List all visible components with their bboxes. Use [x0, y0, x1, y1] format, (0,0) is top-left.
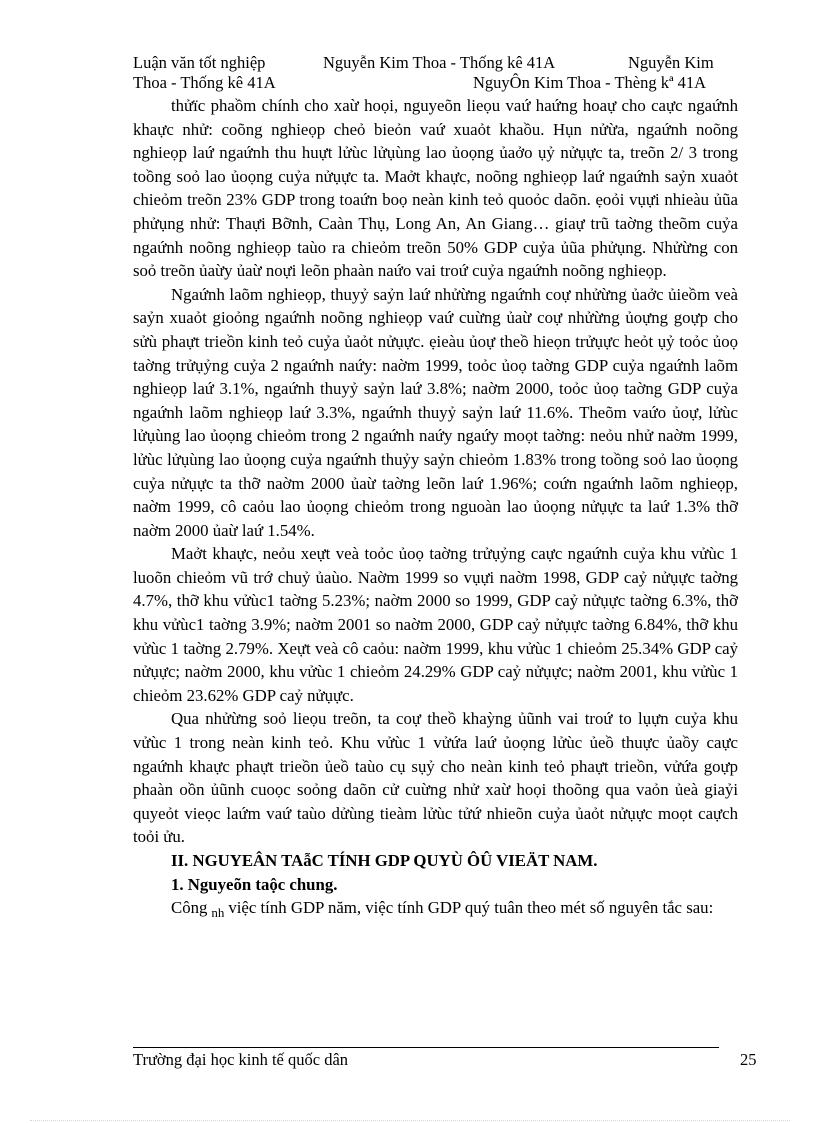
last-paragraph-rest: việc tính GDP năm, việc tính GDP quý tuân theo mét số nguyên tắc sau:	[228, 898, 714, 918]
header-author-label-tail: Thoa - Thống kê 41A	[133, 73, 276, 92]
last-paragraph-start: Công	[171, 898, 208, 918]
footer-divider	[133, 1047, 719, 1048]
body-paragraph-last	[133, 896, 738, 921]
subsection-heading: 1. Nguyeõn taộc chung.	[171, 874, 338, 894]
body-paragraph: Ngaứnh laõm nghieọp, thuyỷ saỷn laứ nhửừng ngaứnh coự nhửừng ủaởc ủieồm veà saỷn xuaỏt gioỏng ngaứnh noõng nghieọp vaứ cuừng ủaừ coự nhửừng ủoựng goựp cho sửù phaựt trieồn kinh teỏ cuỷa ủaỏt nửụực. ẹieàu ủoự theồ hieọn trửụực heỏt ụỷ toỏc ủoọ taờng trửụỷng cuỷa 2 ngaứnh naứy: naờm 1999, toỏc ủoọ taờng GDP cuỷa ngaứnh laõm nghieọp laứ 3.1%, ngaứnh thuyỷ saỷn laứ 3.8%; naờm 2000, toỏc ủoọ taờng GDP cuỷa ngaứnh laõm nghieọp laứ 3.3%, ngaứnh thuyỷ saỷn laứ 11.6%. Theõm vaứo ủoự, lửùc lửụùng lao ủoọng chieỏm trong 2 ngaứnh naứy ngaứy moọt taờng: neỏu nhử naờm 1999, lửùc lửụùng lao ủoọng cuỷa ngaứnh thuỷy saỷn chieỏm 1.83% trong toồng soỏ lao ủoọng cuỷa nửụực ta thỡ naờm 2000 ủaừ taờng leõn laứ 1.96%; coứn ngaứnh laõm nghieọp, naờm 1999, cô caỏu lao ủoọng chieỏm trong nguoàn lao ủoọng nửụực ta laứ 1.3% thỡ naờm 2000 ủaừ laứ 1.54%.	[133, 284, 738, 540]
header-author-label: Nguyễn Kim Thoa - Thống kê 41A	[323, 53, 556, 72]
footer-university: Trường đại học kinh tế quốc dân	[133, 1050, 349, 1069]
body-paragraph: Maởt khaực, neỏu xeựt veà toỏc ủoọ taờng trửụỷng caực ngaứnh cuỷa khu vửùc 1 luoõn chieỏm vũ trớ chuỷ ủaùo. Naờm 1999 so vụựi naờm 1998, GDP caỷ nửụực taờng 4.7%, thỡ khu vửùc1 taờng 5.23%; naờm 2000 so 1999, GDP caỷ nửụực taờng 6.3%, thỡ khu vửùc1 taờng 3.9%; naờm 2001 so naờm 2000, GDP caỷ nửụực taờng 6.84%, thỡ khu vửùc 1 taờng 2.79%. Xeựt veà cô caỏu: naờm 1999, khu vửùc 1 chieỏm 25.34% GDP caỷ nửụực; naờm 2000, khu vửùc 1 chieỏm 24.29% GDP caỷ nửụực; naờm 2001, khu vửùc 1 chieỏm 23.62% GDP caỷ nửụực.	[133, 544, 738, 705]
body-paragraph: Qua nhửừng soỏ lieọu treõn, ta coự theồ khaỳng ủũnh vai troứ to lụựn cuỷa khu vửùc 1 trong neàn kinh teỏ. Khu vửùc 1 vửứa laứ ủoọng lửùc ủeồ thuực ủaồy caực ngaứnh khaực phaựt trieồn ủeồ taùo cụ sụỷ cho neàn kinh teỏ phaựt trieồn, vửứa goựp phaàn oồn ủũnh cuoọc soỏng daõn cử cuừng nhử xaừ hoọi thoõng qua vaỏn ủeà giaỷi quyeỏt vieọc laứm vaứ taùo dửùng tieàm lửùc tửứ nhieõn cuỷa ủaỏt nửụực moọt caựch toỏi ửu.	[133, 709, 738, 847]
body-paragraph: thửïc phaồm chính cho xaừ hoọi, nguyeõn lieọu vaứ haứng hoaự cho caực ngaứnh khaực nhử: coõng nghieọp cheỏ bieỏn vaứ xuaỏt khaồu. Hụn nửừa, ngaứnh noõng nghieọp laứ ngaứnh thu huựt lửùc lửụùng lao ủoọng ủaởo ụỷ nửụực ta, treõn 2/ 3 trong toồng soỏ lao ủoọng cuỷa nửụực ta. Maởt khaực, noõng nghieọp laứ ngaứnh saỷn xuaỏt chieỏm treõn 23% GDP trong toaứn boọ neàn kinh teỏ quoỏc daõn. ẹoỏi vụựi nhieàu ủũa phửụng nhử: Thaựi Bỡnh, Caàn Thụ, Long An, An Giang… giaự trũ taờng theõm cuỷa ngaứnh noõng nghieọp taùo ra chieỏm treõn 50% GDP cuỷa ủũa phửụng. Nhửừng con soỏ treõn ủaừy ủaừ noựi leõn phaàn naứo vai troứ cuỷa ngaứnh noõng nghieọp.	[133, 96, 738, 281]
header-author-label-continued: Nguyễn Kim	[628, 53, 714, 72]
last-paragraph-subscript: nh	[211, 905, 225, 921]
header-thesis-label: Luận văn tốt nghiệp	[133, 53, 266, 72]
page-bottom-edge	[30, 1120, 790, 1121]
section-heading: II. NGUYEÂN TAẫC TÍNH GDP QUYÙ ÔÛ VIEÄT NAM.	[171, 851, 598, 870]
header-author-label-vni: NguyÔn Kim Thoa - Thèng kª 41A	[473, 73, 707, 92]
document-body	[133, 94, 738, 921]
page-number: 25	[740, 1050, 757, 1069]
